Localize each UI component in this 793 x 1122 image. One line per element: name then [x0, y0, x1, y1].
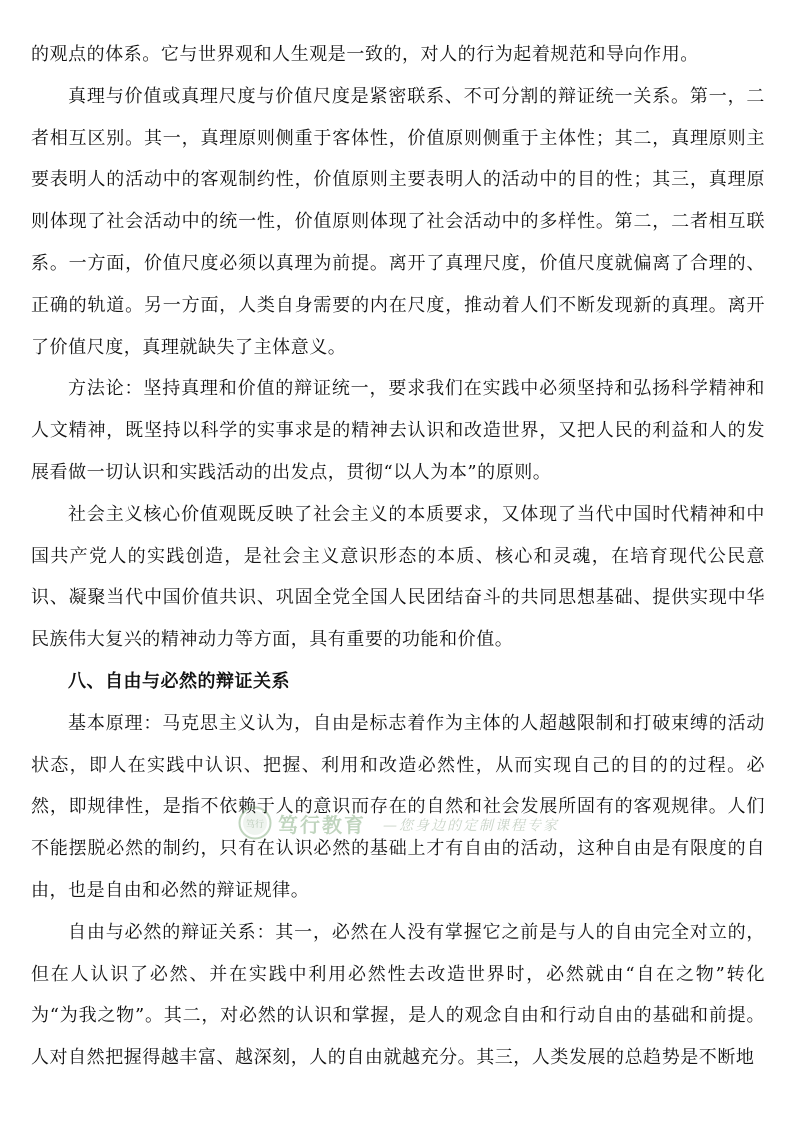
paragraph-worldview-continuation: 的观点的体系。它与世界观和人生观是一致的，对人的行为起着规范和导向作用。 — [31, 44, 699, 65]
paragraph-truth-and-value: 真理与价值或真理尺度与价值尺度是紧密联系、不可分割的辩证统一关系。第一，二者相互区别。其一，真理原则侧重于客体性，价值原则侧重于主体性；其二，真理原则主要表明人的活动中的客观制约性，价值原则主要表明人的活动中的目的性；其三，真理原则体现了社会活动中的统一性，价值原则体现了社会活动中的多样性。第二，二者相互联系。一方面，价值尺度必须以真理为前提。离开了真理尺度，价值尺度就偏离了合理的、正确的轨道。另一方面，人类自身需要的内在尺度，推动着人们不断发现新的真理。离开了价值尺度，真理就缺失了主体意义。 — [31, 85, 765, 358]
paragraph-dialectical-relation: 自由与必然的辩证关系：其一，必然在人没有掌握它之前是与人的自由完全对立的，但在人认识了必然、并在实践中利用必然性去改造世界时，必然就由“自在之物”转化为“为我之物”。其二，对必然的认识和掌握，是人的观念自由和行动自由的基础和前提。人对自然把握得越丰富、越深刻，人的自由就越充分。其三，人类发展的总趋势是不断地 — [31, 921, 765, 1069]
watermark-slogan: —您身边的定制课程专家 — [383, 818, 559, 834]
paragraph-methodology: 方法论：坚持真理和价值的辩证统一，要求我们在实践中必须坚持和弘扬科学精神和人文精神，既坚持以科学的实事求是的精神去认识和改造世界，又把人民的利益和人的发展看做一切认识和实践活动的出发点，贯彻“以人为本”的原则。 — [31, 378, 765, 483]
paragraph-basic-principle: 基本原理：马克思主义认为，自由是标志着作为主体的人超越限制和打破束缚的活动状态，即人在实践中认识、把握、利用和改造必然性，从而实现自己的目的的过程。必然，即规律性，是指不依赖于人的意识而存在的自然和社会发展所固有的客观规律。人们不能摆脱必然的制约，只有在认识必然的基础上才有自由的活动，这种自由是有限度的自由，也是自由和必然的辩证规律。 — [31, 712, 765, 901]
watermark-logo-text: 笃行 — [245, 820, 265, 830]
watermark-brand: 笃行教育 — [278, 813, 366, 837]
paragraph-core-values: 社会主义核心价值观既反映了社会主义的本质要求，又体现了当代中国时代精神和中国共产党人的实践创造，是社会主义意识形态的本质、核心和灵魂，在培育现代公民意识、凝聚当代中国价值共识、巩固全党全国人民团结奋斗的共同思想基础、提供实现中华民族伟大复兴的精神动力等方面，具有重要的功能和价值。 — [31, 503, 765, 651]
section-heading-freedom-necessity: 八、自由与必然的辩证关系 — [68, 670, 290, 692]
